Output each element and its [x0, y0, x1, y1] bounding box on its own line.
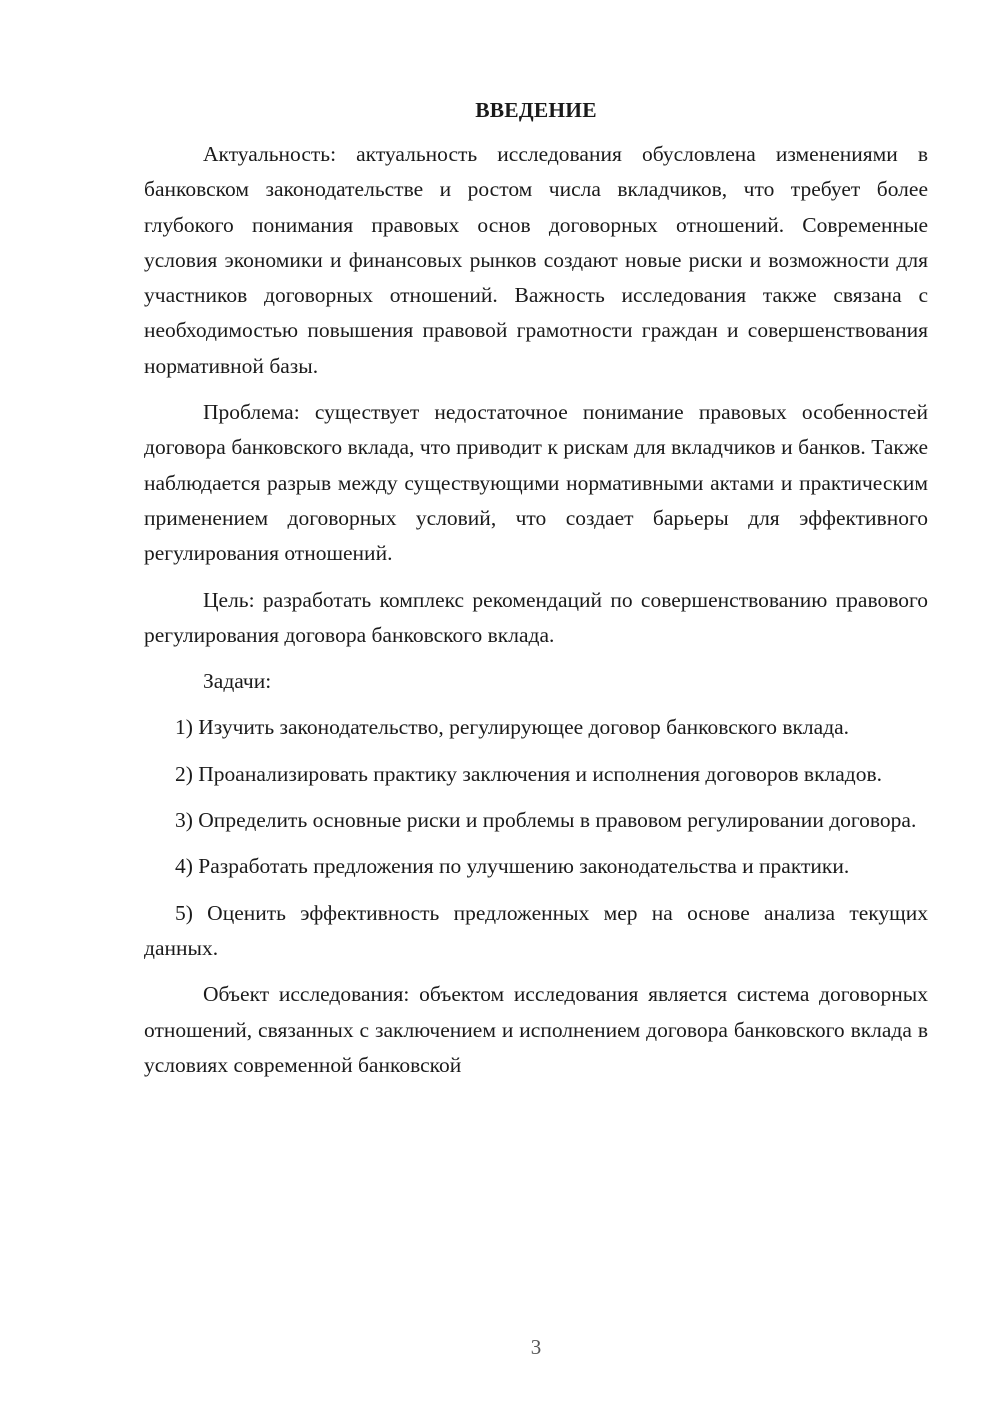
list-item: 1) Изучить законодательство, регулирующее договор банковского вклада.	[175, 715, 850, 740]
list-item: 4) Разработать предложения по улучшению законодательства и практики.	[175, 854, 850, 879]
paragraph-object: Объект исследования: объектом исследования является система договорных отношений, связанных с заключением и исполнением договора банковского вклада в условиях современной банковской	[144, 982, 928, 1077]
section-heading: ВВЕДЕНИЕ	[475, 98, 597, 122]
paragraph-relevance: Актуальность: актуальность исследования обусловлена изменениями в банковском законодательстве и ростом числа вкладчиков, что требует более глубокого понимания правовых основ договорных отношений. Современные условия экономики и финансовых рынков создают новые риски и возможности для участников договорных отношений. Важность исследования также связана с необходимостью повышения правовой грамотности граждан и совершенствования нормативной базы.	[144, 142, 928, 378]
tasks-list	[144, 710, 928, 966]
list-item: 3) Определить основные риски и проблемы в правовом регулировании договора.	[175, 808, 917, 833]
list-item: 5) Оценить эффективность предложенных мер на основе анализа текущих данных.	[144, 900, 928, 960]
page-content	[144, 95, 928, 1094]
page-number: 3	[530, 1335, 542, 1359]
paragraph-goal: Цель: разработать комплекс рекомендаций по совершенствованию правового регулирования договора банковского вклада.	[144, 587, 928, 647]
list-item: 2) Проанализировать практику заключения и исполнения договоров вкладов.	[175, 761, 883, 786]
paragraph-problem: Проблема: существует недостаточное понимание правовых особенностей договора банковского вклада, что приводит к рискам для вкладчиков и банков. Также наблюдается разрыв между существующими нормативными актами и практическим применением договорных условий, что создает барьеры для эффективного регулирования отношений.	[144, 400, 928, 566]
paragraph-tasks-label: Задачи:	[203, 669, 272, 694]
